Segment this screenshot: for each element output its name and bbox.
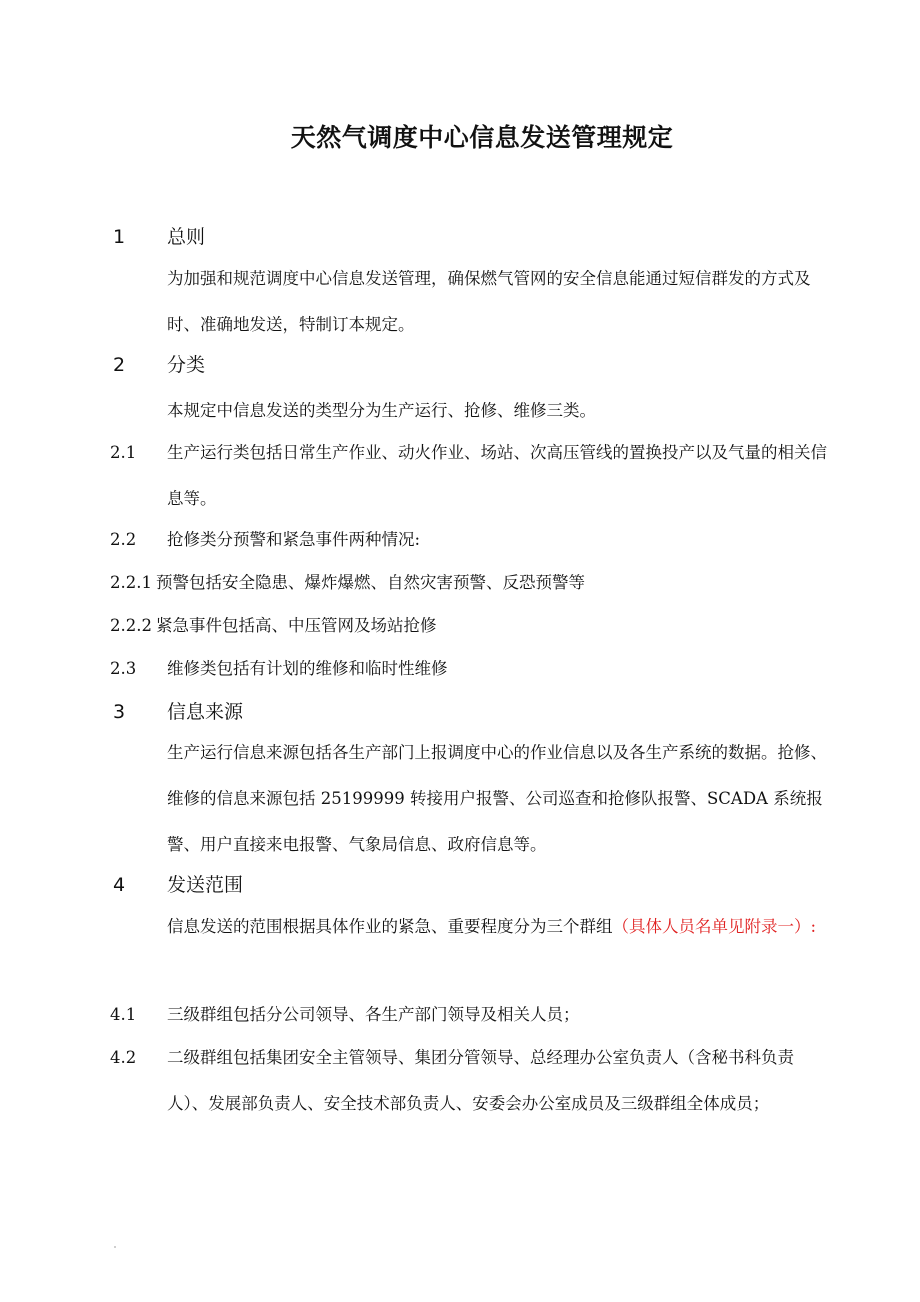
item-text: 抢修类分预警和紧急事件两种情况:	[167, 530, 421, 549]
section-title: 总则	[167, 226, 206, 248]
item-text: 维修类包括有计划的维修和临时性维修	[167, 659, 448, 678]
item-number: 2.2	[110, 530, 137, 549]
item-text: 二级群组包括集团安全主管领导、集团分管领导、总经理办公室负责人（含秘书科负责人）、发展部负责人、安全技术部负责人、安委会办公室成员及三级群组全体成员；	[167, 1048, 794, 1113]
item-text: 三级群组包括分公司领导、各生产部门领导及相关人员；	[167, 1005, 580, 1024]
item-text: 预警包括安全隐患、爆炸爆燃、自然灾害预警、反恐预警等	[155, 573, 585, 592]
item-text: 紧急事件包括高、中压管网及场站抢修	[155, 616, 437, 635]
section-3-body: 生产运行信息来源包括各生产部门上报调度中心的作业信息以及各生产系统的数据。抢修、维修的信息来源包括 25199999 转接用户报警、公司巡查和抢修队报警、SCADA 系统报警、用户直接来电报警、气象局信息、政府信息等。	[167, 743, 827, 854]
section-title: 发送范围	[167, 874, 244, 896]
item-number: 2.3	[110, 659, 137, 678]
section-4-body	[167, 904, 827, 950]
item-number: 2.2.1	[110, 573, 152, 592]
section-number: 2	[113, 354, 126, 376]
section-2-heading	[113, 350, 205, 380]
body-text: 信息发送的范围根据具体作业的紧急、重要程度分为三个群组	[167, 917, 613, 936]
item-4-2	[110, 1035, 830, 1127]
item-2-1	[110, 430, 830, 522]
section-1-body: 为加强和规范调度中心信息发送管理，确保燃气管网的安全信息能通过短信群发的方式及时、准确地发送，特制订本规定。	[167, 269, 811, 334]
section-number: 4	[113, 874, 126, 896]
item-4-1	[110, 992, 830, 1038]
section-1-heading	[113, 222, 205, 252]
item-2-3	[110, 646, 830, 692]
section-4-heading	[113, 870, 243, 900]
item-2-2-1	[110, 560, 830, 606]
document-title: 天然气调度中心信息发送管理规定	[290, 123, 674, 152]
section-title: 信息来源	[167, 701, 244, 723]
item-2-2-2	[110, 603, 830, 649]
page-mark	[114, 1246, 116, 1248]
item-2-2	[110, 517, 830, 563]
section-2-body: 本规定中信息发送的类型分为生产运行、抢修、维修三类。	[167, 401, 596, 420]
section-3-heading	[113, 697, 243, 727]
item-number: 4.2	[110, 1048, 137, 1067]
item-number: 2.2.2	[110, 616, 152, 635]
appendix-note: （具体人员名单见附录一）:	[612, 917, 817, 936]
section-title: 分类	[167, 354, 206, 376]
item-number: 4.1	[110, 1005, 137, 1024]
section-number: 3	[113, 701, 126, 723]
section-number: 1	[113, 226, 126, 248]
item-text: 生产运行类包括日常生产作业、动火作业、场站、次高压管线的置换投产以及气量的相关信息等。	[167, 443, 827, 508]
item-number: 2.1	[110, 443, 137, 462]
